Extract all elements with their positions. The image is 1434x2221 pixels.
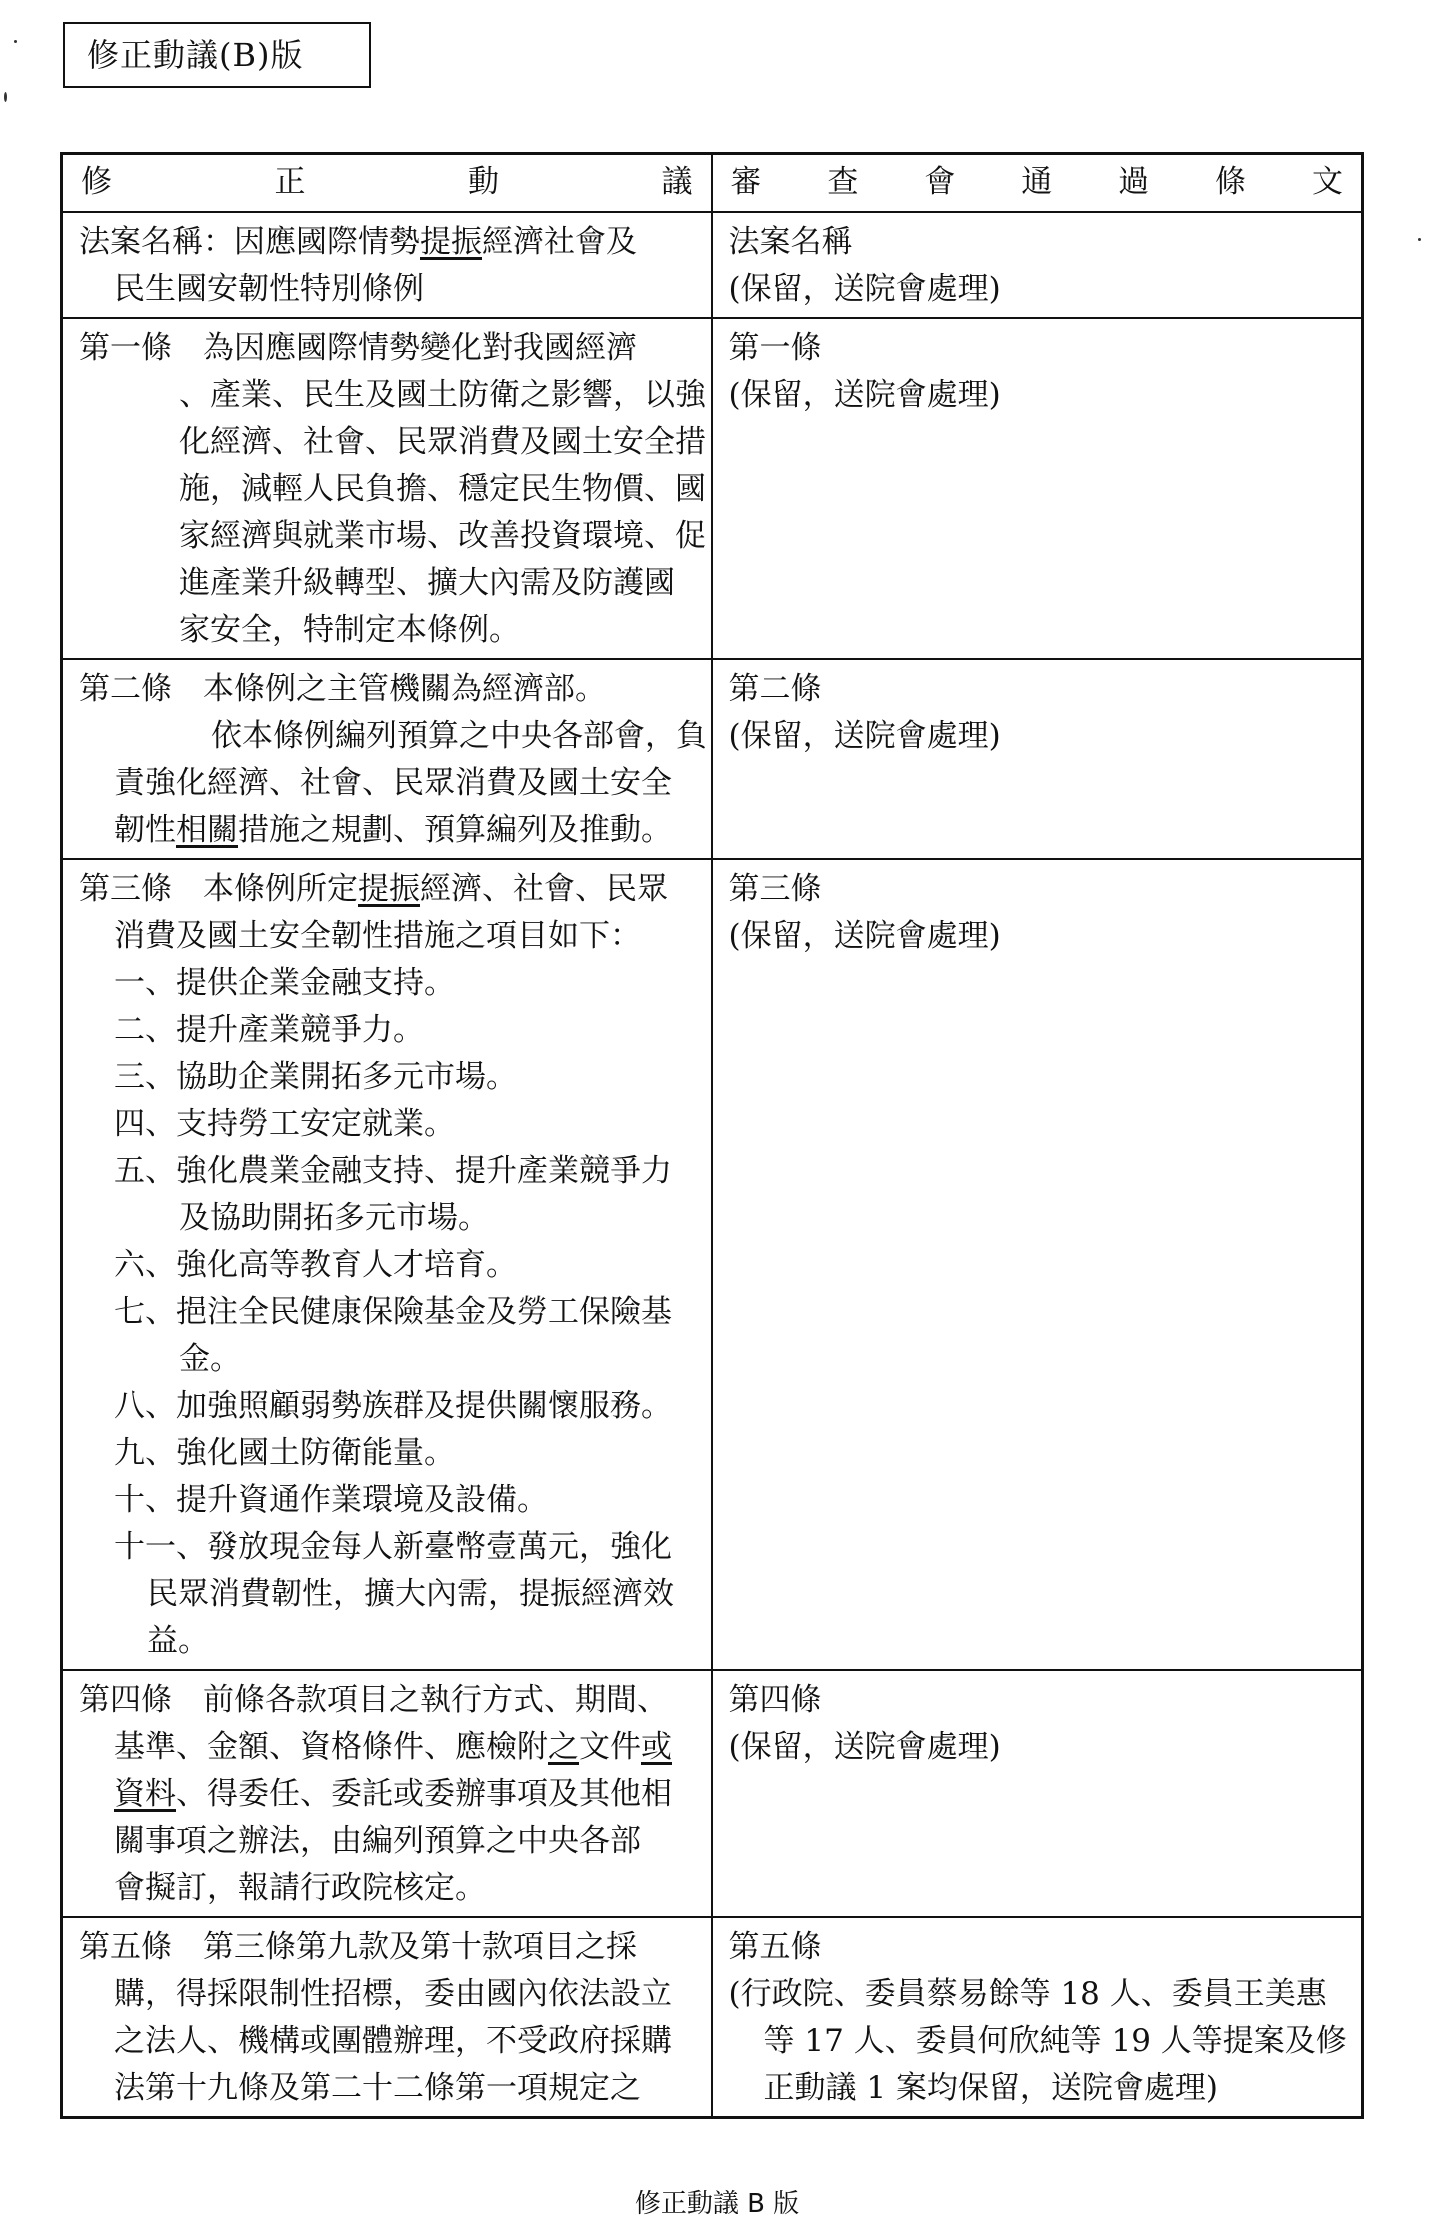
table-header-row <box>62 154 1363 212</box>
table-row <box>62 318 1363 659</box>
amendment-cell: 第一條 為因應國際情勢變化對我國經濟 、產業、民生及國土防衛之影響，以強 化經濟、社會、民眾消費及國土安全措 施，減輕人民負擔、穩定民生物價、國 家經濟與就業市場、改善投資環境、促 進產業升級轉型、擴大內需及防護國 家安全，特制定本條例。 <box>62 318 712 659</box>
scan-speck <box>4 92 7 102</box>
amendment-cell: 法案名稱：因應國際情勢提振經濟社會及 民生國安韌性特別條例 <box>62 212 712 318</box>
committee-cell: 第四條 (保留，送院會處理) <box>712 1670 1363 1917</box>
table-row <box>62 659 1363 859</box>
amendment-cell: 第四條 前條各款項目之執行方式、期間、 基準、金額、資格條件、應檢附之文件或 資料、得委任、委託或委辦事項及其他相 關事項之辦法，由編列預算之中央各部 會擬訂，報請行政院核定。 <box>62 1670 712 1917</box>
committee-cell: 第二條 (保留，送院會處理) <box>712 659 1363 859</box>
committee-cell: 法案名稱 (保留，送院會處理) <box>712 212 1363 318</box>
bill-comparison-table <box>60 152 1364 2119</box>
table-row <box>62 212 1363 318</box>
version-tag: 修正動議(B)版 <box>63 22 371 88</box>
table-row <box>62 1917 1363 2118</box>
table-row <box>62 859 1363 1670</box>
header-amendment: 修 正 動 議 <box>62 154 712 212</box>
amendment-cell: 第五條 第三條第九款及第十款項目之採 購，得採限制性招標，委由國內依法設立 之法人、機構或團體辦理，不受政府採購 法第十九條及第二十二條第一項規定之 <box>62 1917 712 2118</box>
table-row <box>62 1670 1363 1917</box>
committee-cell: 第五條 (行政院、委員蔡易餘等 18 人、委員王美惠 等 17 人、委員何欣純等 19 人等提案及修 正動議 1 案均保留，送院會處理) <box>712 1917 1363 2118</box>
committee-cell: 第一條 (保留，送院會處理) <box>712 318 1363 659</box>
amendment-cell: 第二條 本條例之主管機關為經濟部。 依本條例編列預算之中央各部會，負 責強化經濟、社會、民眾消費及國土安全 韌性相關措施之規劃、預算編列及推動。 <box>62 659 712 859</box>
scan-speck <box>1418 238 1421 241</box>
header-committee-text: 審 查 會 通 過 條 文 <box>712 154 1363 212</box>
scan-speck <box>14 40 17 43</box>
amendment-cell: 第三條 本條例所定提振經濟、社會、民眾 消費及國土安全韌性措施之項目如下： 一、提供企業金融支持。 二、提升產業競爭力。 三、協助企業開拓多元市場。 四、支持勞工安定就業。 五、強化農業金融支持、提升產業競爭力 及協助開拓多元市場。 六、強化高等教育人才培育。 七、挹注全民健康保險基金及勞工保險基 金。 八、加強照顧弱勢族群及提供關懷服務。 九、強化國土防衛能量。 十、提升資通作業環境及設備。 十一、發放現金每人新臺幣壹萬元，強化 民眾消費韌性，擴大內需，提振經濟效 益。 <box>62 859 712 1670</box>
page-footer: 修正動議 B 版 <box>634 2189 800 2219</box>
committee-cell: 第三條 (保留，送院會處理) <box>712 859 1363 1670</box>
